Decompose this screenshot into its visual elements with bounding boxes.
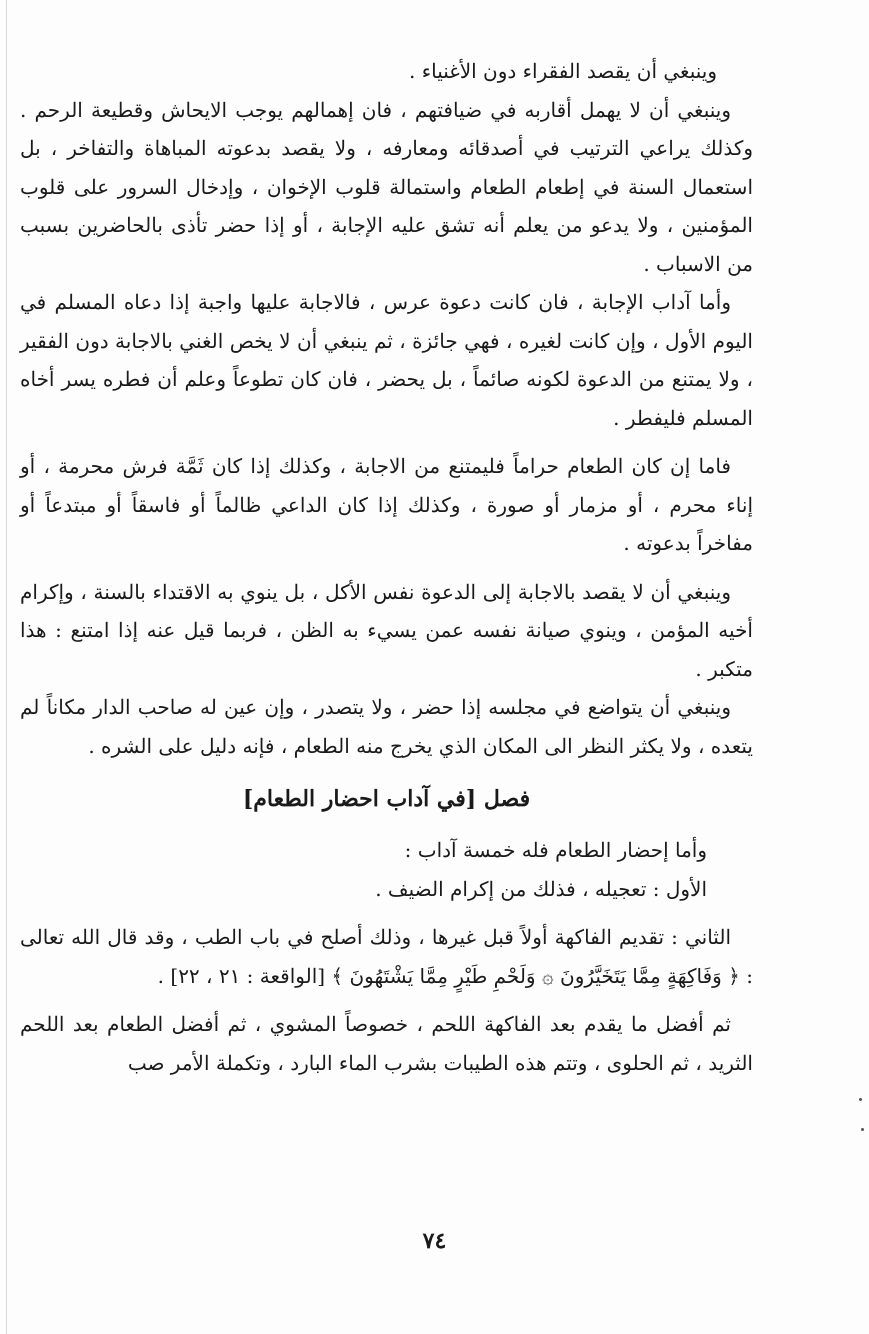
paragraph: فاما إن كان الطعام حراماً فليمتنع من الاجابة ، وكذلك إذا كان ثَمَّة فرش محرمة ، أو إناء محرم ، أو مزمار أو صورة ، وكذلك إذا كان الداعي ظالماً أو فاسقاً أو مبتدعاً أو مفاخراً بدعوته . xyxy=(20,454,753,555)
paragraph: وينبغي أن يتواضع في مجلسه إذا حضر ، ولا يتصدر ، وإن عين له صاحب الدار مكاناً لم يتعده ، ولا يكثر النظر الى المكان الذي يخرج منه الطعام ، فإنه دليل على الشره . xyxy=(20,695,753,758)
list-item-second xyxy=(20,918,753,995)
quran-verse: ﴿ وَفَاكِهَةٍ مِمَّا يَتَخَيَّرُونَ ۞ وَلَحْمِ طَيْرٍ مِمَّا يَشْتَهُونَ ﴾ xyxy=(331,963,740,988)
second-item-text: الثاني : تقديم الفاكهة أولاً قبل غيرها ، وذلك أصلح في باب الطب ، وقد قال الله تعالى : xyxy=(20,925,753,988)
paragraph: وينبغي أن لا يقصد بالاجابة إلى الدعوة نفس الأكل ، بل ينوي به الاقتداء بالسنة ، وإكرام أخيه المؤمن ، وينوي صيانة نفسه عمن يسيء به الظن ، فربما قيل عنه إذا امتنع : هذا متكبر . xyxy=(20,579,753,681)
intro-line: وأما إحضار الطعام فله خمسة آداب : xyxy=(404,838,707,862)
paragraph: وأما آداب الإجابة ، فان كانت دعوة عرس ، فالاجابة عليها واجبة إذا دعاه المسلم في اليوم الأول ، وإن كانت لغيره ، فهي جائزة ، ثم ينبغي أن لا يخص الغني بالاجابة دون الفقير ، ولا يمتنع من الدعوة لكونه صائماً ، بل يحضر ، فان كان تطوعاً وعلم أن فطره يسر أخاه المسلم فليفطر . xyxy=(20,290,753,430)
page-number: ٧٤ xyxy=(422,1228,447,1254)
scan-edge-line xyxy=(6,0,7,1334)
paragraph: ثم أفضل ما يقدم بعد الفاكهة اللحم ، خصوصاً المشوي ، ثم أفضل الطعام بعد اللحم الثريد ، ثم الحلوى ، وتتم هذه الطيبات بشرب الماء البارد ، وتكملة الأمر صب xyxy=(20,1012,753,1075)
page-body xyxy=(20,52,753,1082)
paragraph: وينبغي أن لا يهمل أقاربه في ضيافتهم ، فان إهمالهم يوجب الايحاش وقطيعة الرحم . وكذلك يراعي الترتيب في أصدقائه ومعارفه ، ولا يقصد بدعوته المباهاة والتفاخر ، بل استعمال السنة في إطعام الطعام واستمالة قلوب الإخوان ، وإدخال السرور على قلوب المؤمنين ، ولا يدعو من يعلم أنه تشق عليه الإجابة ، أو إذا حضر تأذى بالحاضرين بسبب من الاسباب . xyxy=(20,97,753,276)
section-heading: فصل [في آداب احضار الطعام] xyxy=(242,786,531,812)
paragraph: وينبغي أن يقصد الفقراء دون الأغنياء . xyxy=(408,59,717,83)
verse-reference: [الواقعة : ٢١ ، ٢٢] . xyxy=(157,963,326,988)
list-item-first: الأول : تعجيله ، فذلك من إكرام الضيف . xyxy=(375,876,707,901)
margin-speck xyxy=(861,1128,864,1131)
margin-speck xyxy=(859,1098,862,1101)
